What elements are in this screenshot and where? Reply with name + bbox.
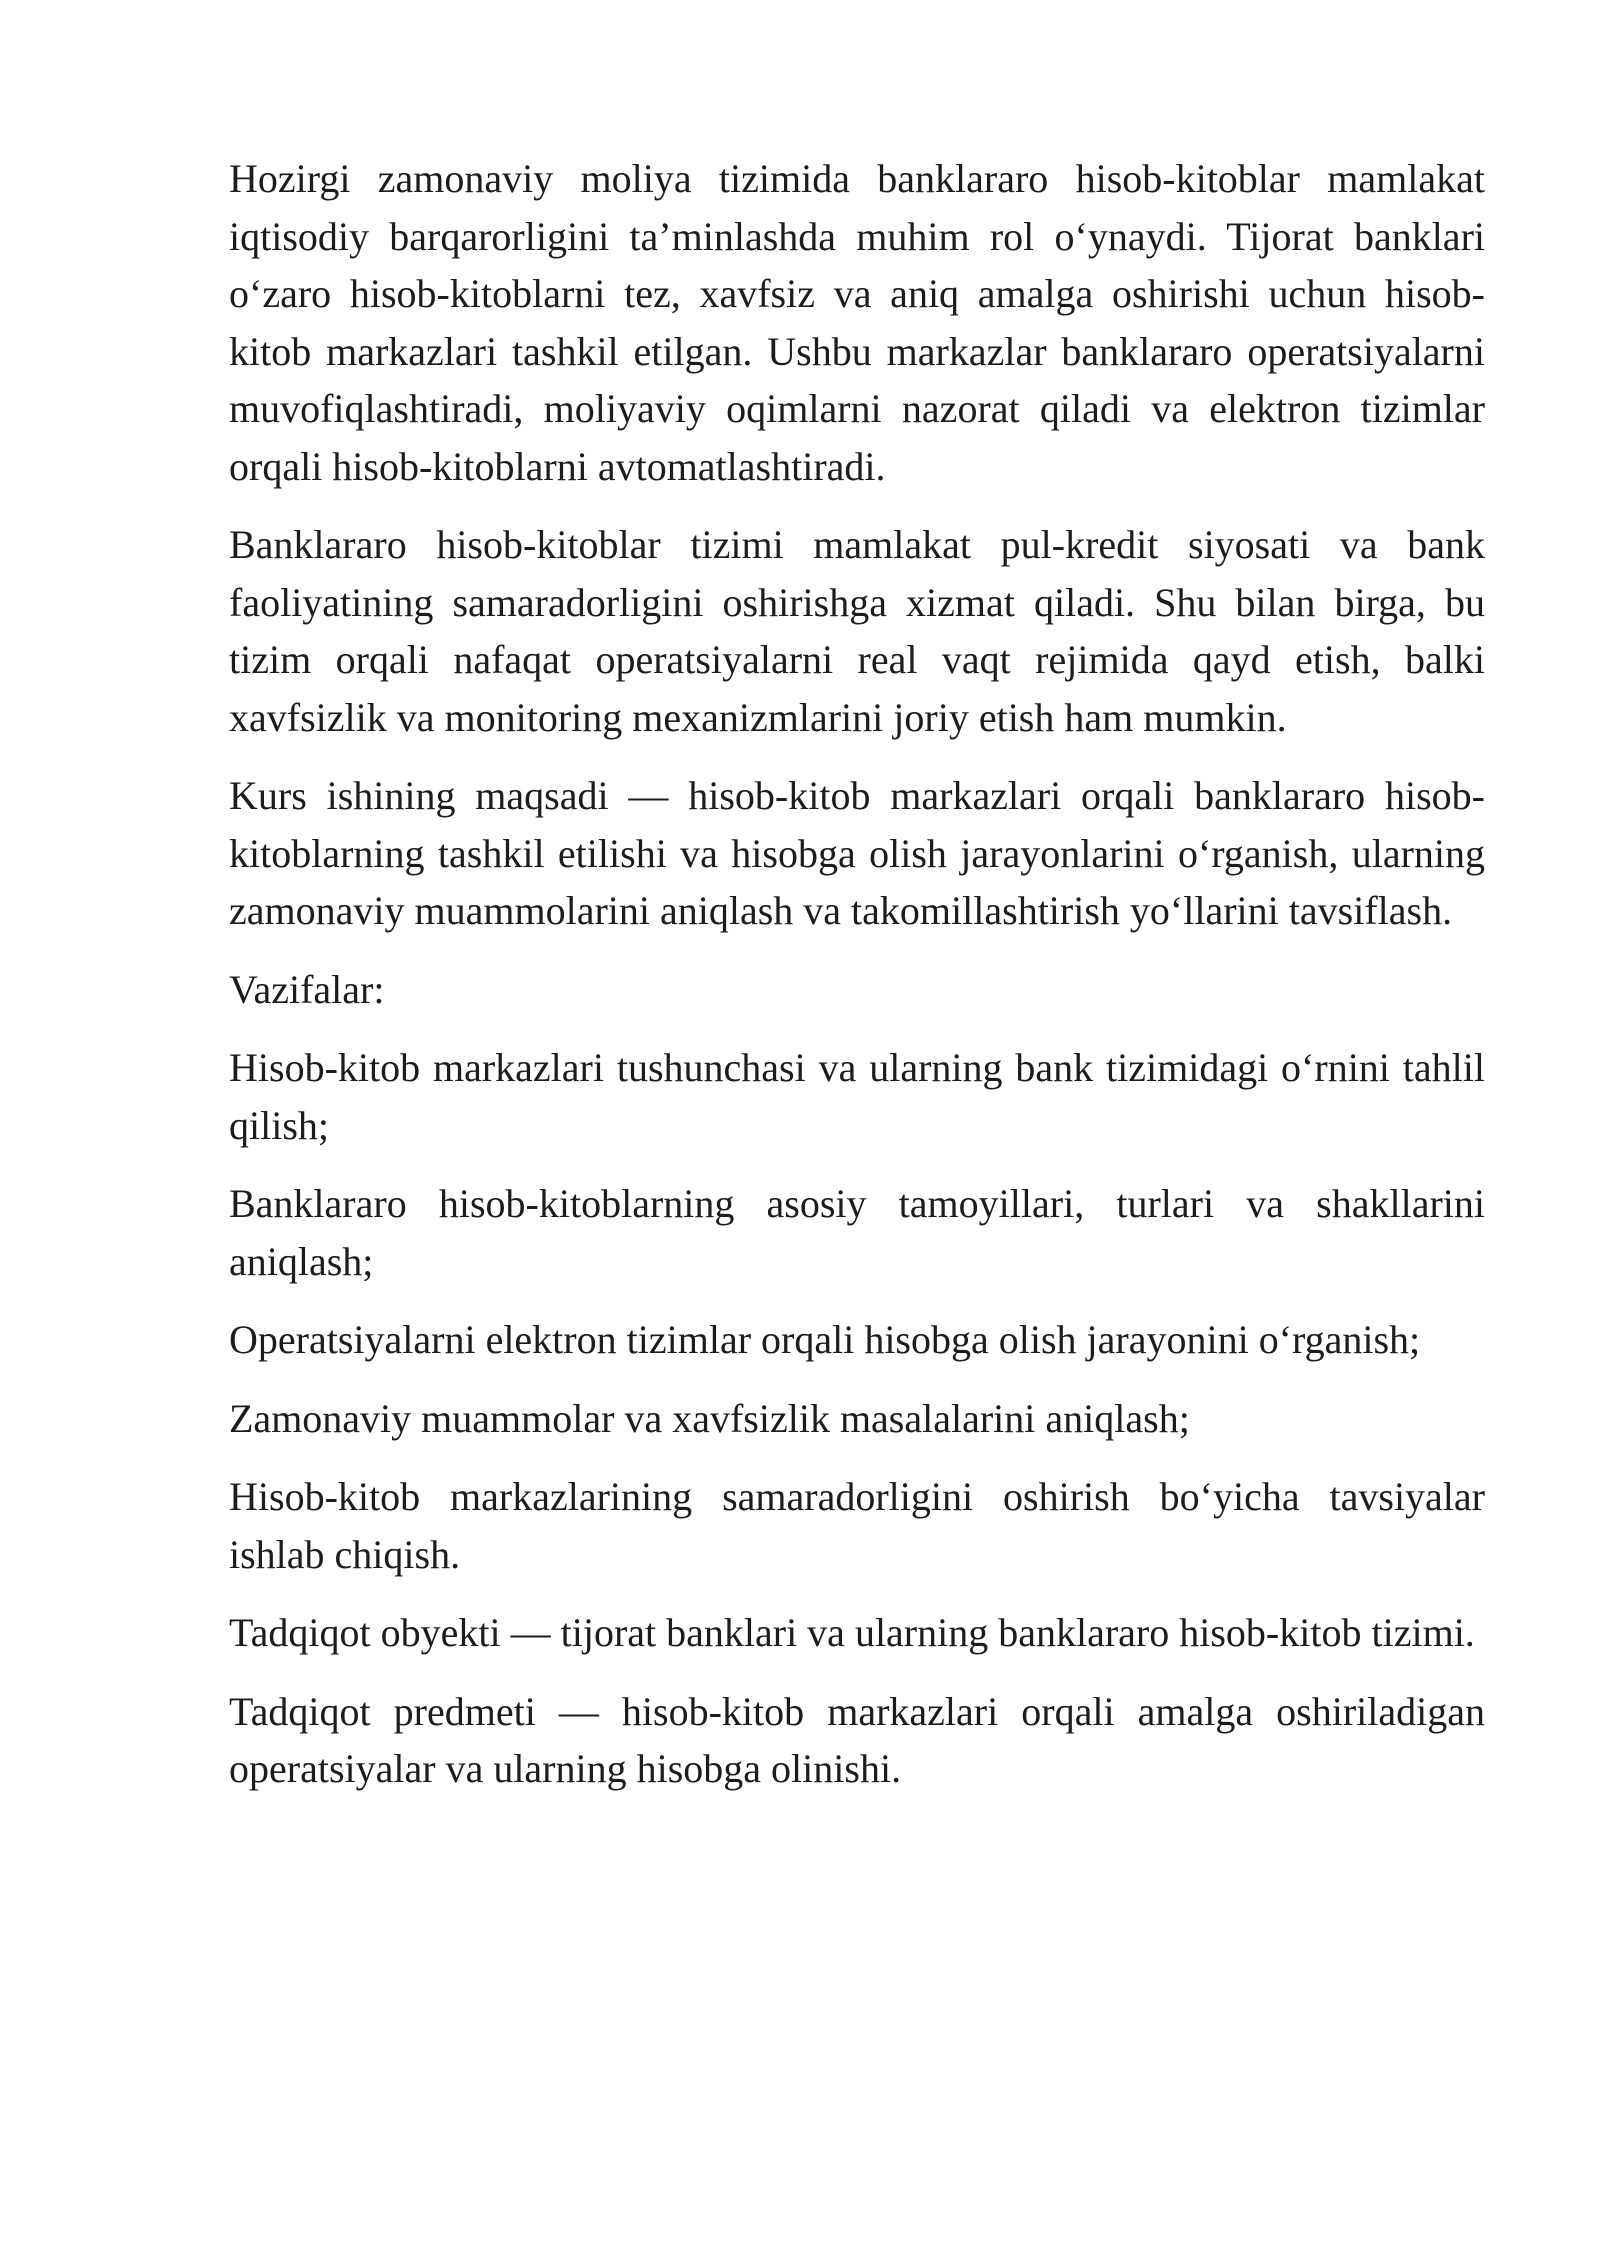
task-item: Hisob-kitob markazlari tushunchasi va ularning bank tizimidagi o‘rnini tahlil qilish; [229,1045,1485,1148]
goal-paragraph: Kurs ishining maqsadi — hisob-kitob markazlari orqali banklararo hisob-kitoblarning tashkil etilishi va hisobga olish jarayonlarini o‘rganish, ularning zamonaviy muammolarini aniqlash va takomillashtirish yo‘llarini tavsiflash. [229,773,1485,933]
system-paragraph: Banklararo hisob-kitoblar tizimi mamlakat pul-kredit siyosati va bank faoliyatining samaradorligini oshirishga xizmat qiladi. Shu bilan birga, bu tizim orqali nafaqat operatsiyalarni real vaqt rejimida qayd etish, balki xavfsizlik va monitoring mexanizmlarini joriy etish ham mumkin. [229,522,1485,740]
task-item: Hisob-kitob markazlarining samaradorligini oshirish bo‘yicha tavsiyalar ishlab chiqish. [229,1474,1485,1577]
tasks-heading: Vazifalar: [229,966,385,1012]
task-item: Zamonaviy muammolar va xavfsizlik masalalarini aniqlash; [229,1395,1190,1441]
research-subject-paragraph: Tadqiqot predmeti — hisob-kitob markazlari orqali amalga oshiriladigan operatsiyalar va ularning hisobga olinishi. [229,1688,1485,1791]
task-item: Banklararo hisob-kitoblarning asosiy tamoyillari, turlari va shakllarini aniqlash; [229,1181,1485,1284]
intro-paragraph: Hozirgi zamonaviy moliya tizimida banklararo hisob-kitoblar mamlakat iqtisodiy barqarorligini ta’minlashda muhim rol o‘ynaydi. Tijorat banklari o‘zaro hisob-kitoblarni tez, xavfsiz va aniq amalga oshirishi uchun hisob-kitob markazlari tashkil etilgan. Ushbu markazlar banklararo operatsiyalarni muvofiqlashtiradi, moliyaviy oqimlarni nazorat qiladi va elektron tizimlar orqali hisob-kitoblarni avtomatlashtiradi. [229,156,1485,489]
document-body [229,150,1485,1819]
research-object-paragraph: Tadqiqot obyekti — tijorat banklari va ularning banklararo hisob-kitob tizimi. [229,1610,1475,1655]
task-item: Operatsiyalarni elektron tizimlar orqali hisobga olish jarayonini o‘rganish; [229,1317,1421,1362]
